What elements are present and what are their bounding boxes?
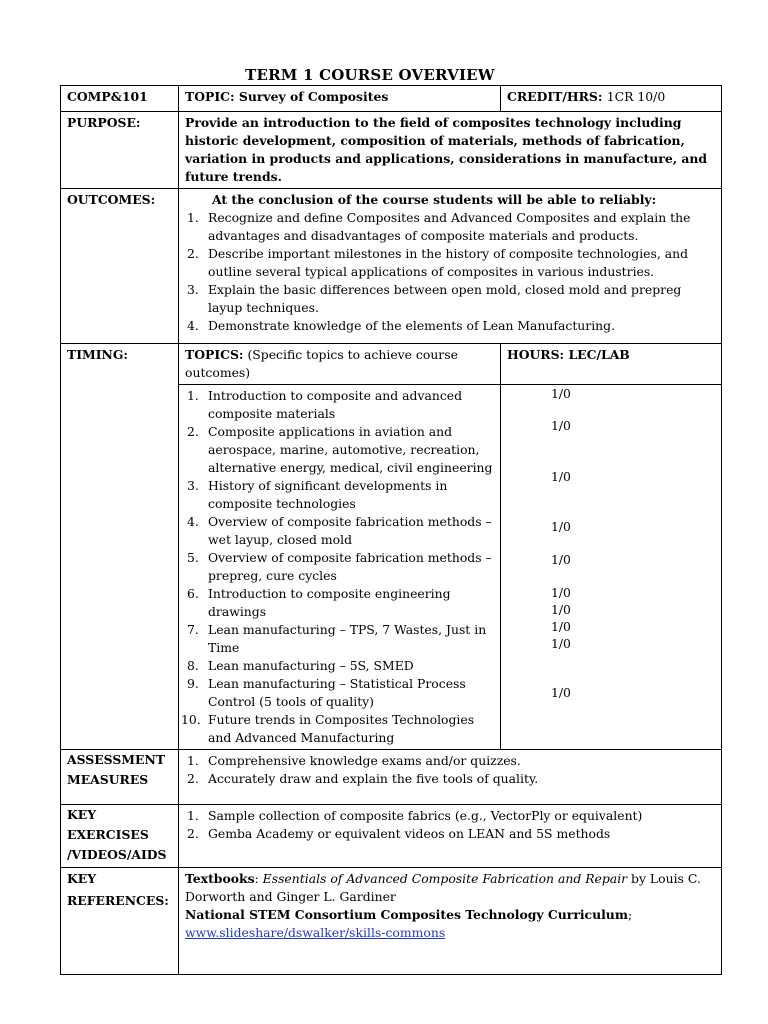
- purpose-row: [61, 112, 722, 189]
- hours-value: 1/0: [551, 619, 571, 634]
- purpose-label: PURPOSE:: [61, 112, 179, 189]
- outcomes-intro: At the conclusion of the course students will be able to reliably:: [212, 192, 657, 207]
- header-row: [61, 86, 722, 112]
- topic-item: 4. Overview of composite fabrication methods – wet layup, closed mold: [187, 514, 492, 547]
- purpose-text: Provide an introduction to the field of composites technology including historic development, composition of materials, methods of fabrication, variation in products and applications, considerations in manufacture, and future trends.: [179, 112, 722, 189]
- hours-cell: [501, 385, 722, 750]
- topics-label: TOPICS:: [185, 347, 244, 362]
- curriculum-line: National STEM Consortium Composites Technology Curriculum;: [185, 907, 633, 922]
- hours-value: 1/0: [551, 418, 571, 433]
- topic-item: 5. Overview of composite fabrication methods – prepreg, cure cycles: [187, 550, 492, 583]
- assessment-list: [185, 752, 716, 788]
- course-code: COMP&101: [61, 86, 179, 112]
- exercises-label: KEY EXERCISES /VIDEOS/AIDS: [61, 805, 179, 868]
- hours-value: 1/0: [551, 386, 571, 401]
- references-row: [61, 868, 722, 975]
- topics-list: [181, 387, 495, 747]
- exercise-item: 1. Sample collection of composite fabrics (e.g., VectorPly or equivalent): [187, 808, 643, 823]
- references-label: KEY REFERENCES:: [61, 868, 179, 975]
- topic-item: 8. Lean manufacturing – 5S, SMED: [187, 658, 414, 673]
- outcomes-list: [185, 209, 716, 335]
- exercises-list: [185, 807, 716, 843]
- textbook-title: Essentials of Advanced Composite Fabrication and Repair: [262, 871, 628, 886]
- hours-value: 1/0: [551, 585, 571, 600]
- assessment-cell: [179, 750, 722, 805]
- topic-item: 3. History of significant developments in composite technologies: [187, 478, 448, 511]
- page-title: TERM 1 COURSE OVERVIEW: [245, 66, 495, 84]
- hours-value: 1/0: [551, 685, 571, 700]
- curriculum-title: National STEM Consortium Composites Technology Curriculum: [185, 907, 628, 922]
- hours-value: 1/0: [551, 552, 571, 567]
- credit-value: 1CR 10/0: [606, 89, 666, 104]
- outcomes-label: OUTCOMES:: [61, 189, 179, 344]
- topic-value: Survey of Composites: [238, 89, 389, 104]
- outcomes-cell: [179, 189, 722, 344]
- topic-item: 9. Lean manufacturing – Statistical Process Control (5 tools of quality): [187, 676, 466, 709]
- hours-header: HOURS: LEC/LAB: [501, 344, 722, 385]
- outcome-item: 3. Explain the basic differences between open mold, closed mold and prepreg layup techniques.: [187, 282, 682, 315]
- exercise-item: 2. Gemba Academy or equivalent videos on LEAN and 5S methods: [187, 826, 611, 841]
- outcome-item: 1. Recognize and define Composites and Advanced Composites and explain the advantages and disadvantages of composite materials and products.: [187, 210, 691, 243]
- assessment-row: [61, 750, 722, 805]
- topics-header: [179, 344, 501, 385]
- timing-label: TIMING:: [61, 344, 179, 750]
- references-cell: [179, 868, 722, 975]
- assessment-label: ASSESSMENT MEASURES: [61, 750, 179, 805]
- assessment-item: 1. Comprehensive knowledge exams and/or quizzes.: [187, 753, 521, 768]
- slideshare-link[interactable]: www.slideshare/dswalker/skills-commons: [185, 925, 446, 940]
- outcomes-row: [61, 189, 722, 344]
- textbook-line: Textbooks: Essentials of Advanced Composite Fabrication and Repair by Louis C. Dorworth and Ginger L. Gardiner: [185, 871, 701, 904]
- credit-label: CREDIT/HRS:: [507, 89, 603, 104]
- topic-item: 10. Future trends in Composites Technologies and Advanced Manufacturing: [181, 712, 475, 745]
- hours-value: 1/0: [551, 636, 571, 651]
- course-overview-table: [60, 85, 722, 975]
- topics-cell: [179, 385, 501, 750]
- hours-value: 1/0: [551, 519, 571, 534]
- hours-value: 1/0: [551, 469, 571, 484]
- topics-note: (Specific topics to achieve course outcomes): [185, 347, 458, 380]
- exercises-row: [61, 805, 722, 868]
- topic-cell: [179, 86, 501, 112]
- exercises-cell: [179, 805, 722, 868]
- topic-item: 2. Composite applications in aviation and aerospace, marine, automotive, recreation, alternative energy, medical, civil engineering: [187, 424, 493, 475]
- timing-header-row: [61, 344, 722, 385]
- assessment-item: 2. Accurately draw and explain the five tools of quality.: [187, 771, 539, 786]
- textbook-authors: by Louis C. Dorworth and Ginger L. Gardiner: [185, 871, 701, 904]
- credit-cell: [501, 86, 722, 112]
- hours-value: 1/0: [551, 602, 571, 617]
- hours-column: [501, 385, 721, 719]
- outcome-item: 4. Demonstrate knowledge of the elements of Lean Manufacturing.: [187, 318, 616, 333]
- topic-item: 1. Introduction to composite and advanced composite materials: [187, 388, 463, 421]
- topic-item: 6. Introduction to composite engineering drawings: [187, 586, 451, 619]
- outcome-item: 2. Describe important milestones in the history of composite technologies, and outline several typical applications of composites in various industries.: [187, 246, 689, 279]
- topic-label: TOPIC:: [185, 89, 235, 104]
- topic-item: 7. Lean manufacturing – TPS, 7 Wastes, Just in Time: [187, 622, 487, 655]
